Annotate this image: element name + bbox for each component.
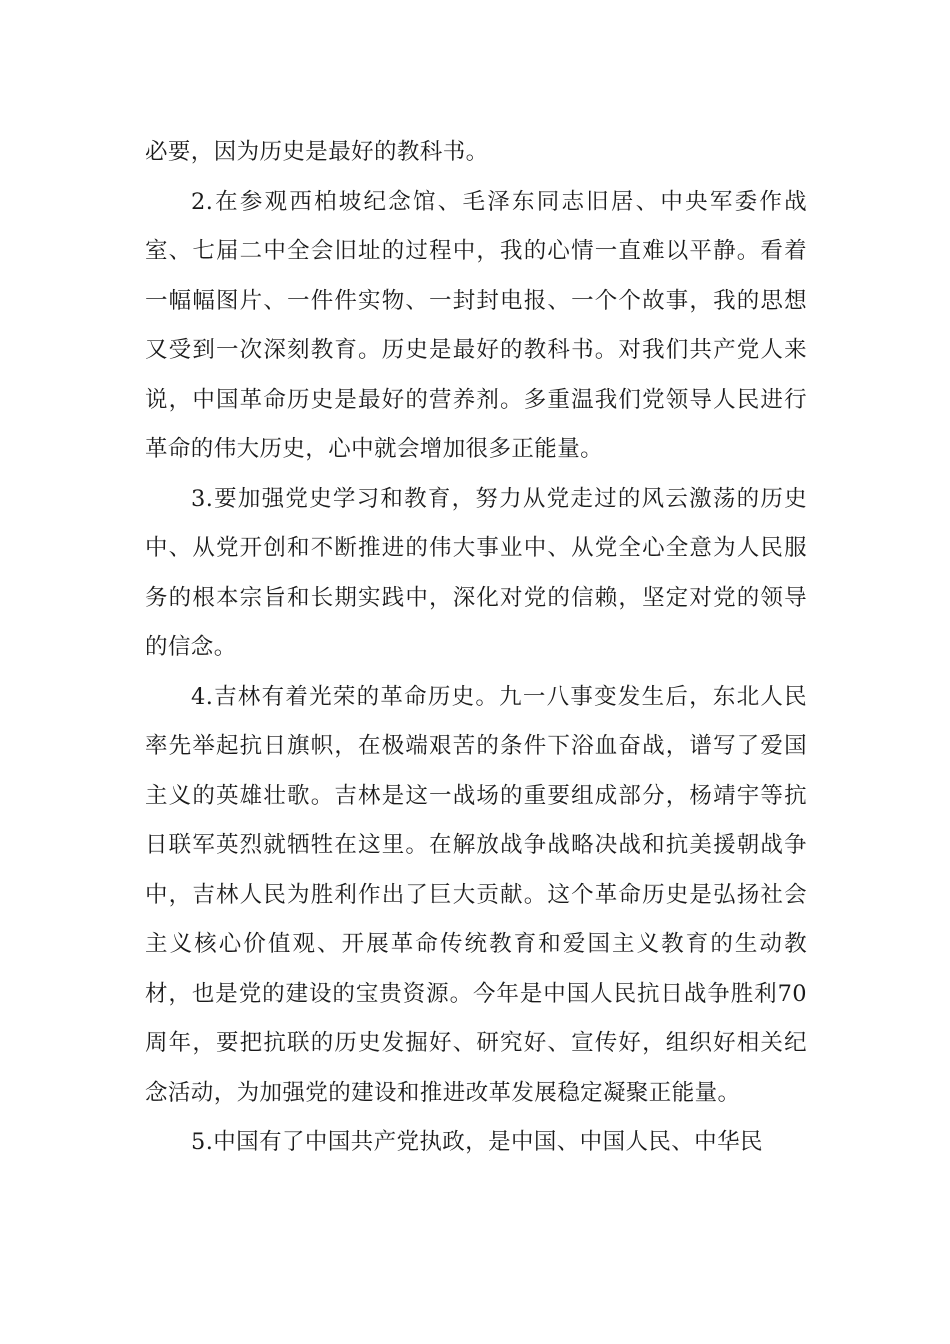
paragraph-item-3: 3.要加强党史学习和教育，努力从党走过的风云激荡的历史中、从党开创和不断推进的伟大事业中、从党全心全意为人民服务的根本宗旨和长期实践中，深化对党的信赖，坚定对党的领导的信念。 — [145, 485, 807, 660]
document-body — [145, 128, 807, 1168]
paragraph-item-4: 4.吉林有着光荣的革命历史。九一八事变发生后，东北人民率先举起抗日旗帜，在极端艰苦的条件下浴血奋战，谱写了爱国主义的英雄壮歌。吉林是这一战场的重要组成部分，杨靖宇等抗日联军英烈就牺牲在这里。在解放战争战略决战和抗美援朝战争中，吉林人民为胜利作出了巨大贡献。这个革命历史是弘扬社会主义核心价值观、开展革命传统教育和爱国主义教育的生动教材，也是党的建设的宝贵资源。今年是中国人民抗日战争胜利70周年，要把抗联的历史发掘好、研究好、宣传好，组织好相关纪念活动，为加强党的建设和推进改革发展稳定凝聚正能量。 — [145, 683, 807, 1106]
paragraph-item-5: 5.中国有了中国共产党执政，是中国、中国人民、中华民 — [191, 1129, 763, 1155]
paragraph-continuation: 必要，因为历史是最好的教科书。 — [145, 139, 489, 165]
paragraph-item-2: 2.在参观西柏坡纪念馆、毛泽东同志旧居、中央军委作战室、七届二中全会旧址的过程中，我的心情一直难以平静。看着一幅幅图片、一件件实物、一封封电报、一个个故事，我的思想又受到一次深刻教育。历史是最好的教科书。对我们共产党人来说，中国革命历史是最好的营养剂。多重温我们党领导人民进行革命的伟大历史，心中就会增加很多正能量。 — [145, 188, 807, 462]
